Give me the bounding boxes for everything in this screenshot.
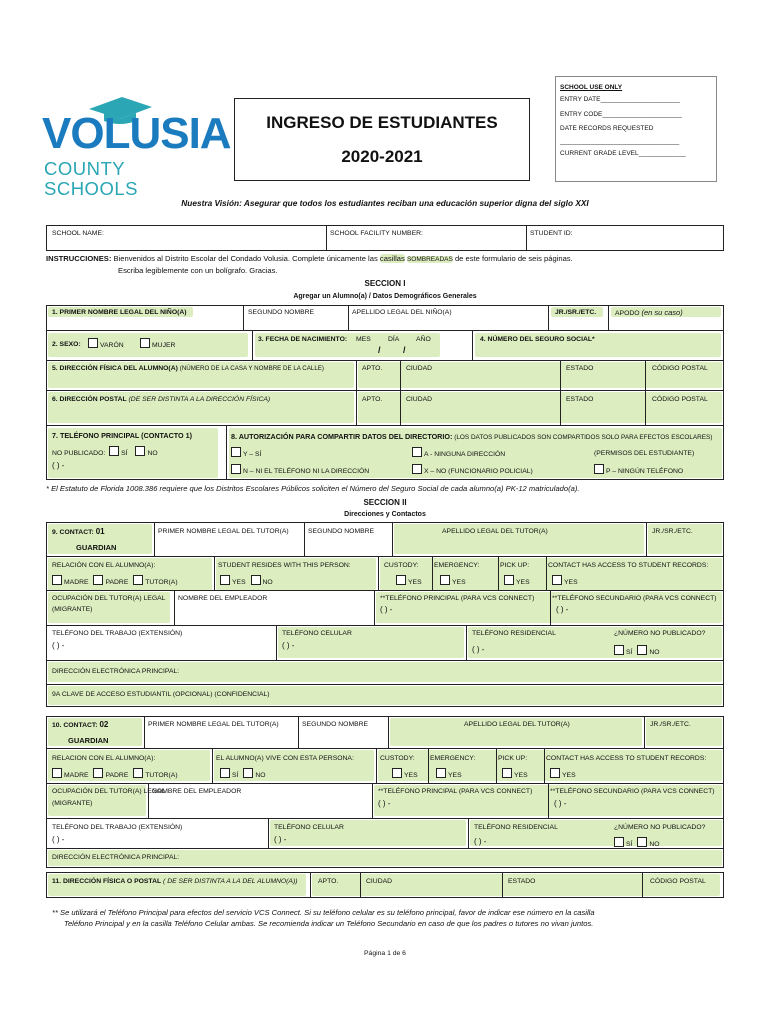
contact2-emergency-label: EMERGENCY: xyxy=(430,755,476,762)
zip-label: CÓDIGO POSTAL xyxy=(652,365,708,372)
contact2-resides-options[interactable]: SÍ NO xyxy=(220,768,266,780)
item11-zip-label: CÓDIGO POSTAL xyxy=(650,878,706,885)
school-use-heading: SCHOOL USE ONLY xyxy=(560,84,623,91)
dob-day-label: DÍA xyxy=(388,336,400,343)
child-middle-name-label: SEGUNDO NOMBRE xyxy=(248,309,315,316)
contact1-pickup-label: PICK UP: xyxy=(500,562,530,569)
contact1-second-phone-label: **TELÉFONO SECUNDARIO (PARA VCS CONNECT) xyxy=(552,595,717,602)
contact2-work-phone-blank[interactable]: ( ) - xyxy=(52,835,65,844)
contact2-custody-label: CUSTODY: xyxy=(380,755,415,762)
instructions: INSTRUCCIONES: Bienvenidos al Distrito Escolar del Condado Volusia. Complete únicamente las casillas SOMBREADAS de este formulario de seis páginas. xyxy=(46,254,573,263)
mailing-city-label: CIUDAD xyxy=(406,396,433,403)
contact2-unlisted-options[interactable]: SÍ NO xyxy=(614,837,660,849)
auth-perm-note: (PERMISOS DEL ESTUDIANTE) xyxy=(594,450,695,457)
school-year: 2020-2021 xyxy=(341,147,423,166)
page-title: INGRESO DE ESTUDIANTES xyxy=(266,113,498,132)
contact2-occupation-label: OCUPACIÓN DEL TUTOR(A) LEGAL xyxy=(52,788,166,795)
contact2-main-phone-blank[interactable]: ( ) - xyxy=(378,799,391,808)
state-label: ESTADO xyxy=(566,365,594,372)
mailing-apt-label: APTO. xyxy=(362,396,383,403)
child-last-name-label: APELLIDO LEGAL DEL NIÑO(A) xyxy=(352,309,452,316)
auth-option-x[interactable]: X – NO (FUNCIONARIO POLICIAL) xyxy=(412,464,533,476)
ssn-footnote: * El Estatuto de Florida 1008.386 requiere que los Distritos Escolares Públicos soliciten el Número del Seguro Social de cada alumno(a) PK-12 matriculado(a). xyxy=(46,484,580,493)
mailing-label: 6. DIRECCIÓN POSTAL (DE SER DISTINTA A LA DIRECCIÓN FÍSICA) xyxy=(52,396,271,403)
contact1-work-phone-label: TELÉFONO DEL TRABAJO (EXTENSIÓN) xyxy=(52,630,183,637)
contact1-access-key-label: 9A CLAVE DE ACCESO ESTUDIANTIL (OPCIONAL) (CONFIDENCIAL) xyxy=(52,691,270,698)
contact2-main-phone-label: **TELÉFONO PRINCIPAL (PARA VCS CONNECT) xyxy=(378,788,533,795)
contact1-first-name-label: PRIMER NOMBRE LEGAL DEL TUTOR(A) xyxy=(158,528,289,535)
logo-sub-text: COUNTY SCHOOLS xyxy=(44,158,138,199)
auth-label: 8. AUTORIZACIÓN PARA COMPARTIR DATOS DEL DIRECTORIO: (LOS DATOS PUBLICADOS SON COMPARTIDOS SOLO PARA EFECTOS ESCOLARES) xyxy=(231,432,713,441)
auth-option-p[interactable]: P – NINGÚN TELÉFONO xyxy=(594,464,683,476)
contact2-custody-yes[interactable]: YES xyxy=(392,768,418,780)
facility-number-label: SCHOOL FACILITY NUMBER: xyxy=(330,230,423,237)
nickname-label: APODO (en su caso) xyxy=(615,308,683,317)
mailing-zip-label: CÓDIGO POSTAL xyxy=(652,396,708,403)
student-id-label: STUDENT ID: xyxy=(530,230,573,237)
contact1-custody-yes[interactable]: YES xyxy=(396,575,422,587)
mailing-state-label: ESTADO xyxy=(566,396,594,403)
contact1-occupation-label: OCUPACIÓN DEL TUTOR(A) LEGAL xyxy=(52,595,166,602)
records-requested-label: DATE RECORDS REQUESTED xyxy=(560,125,654,132)
contact1-access-label: CONTACT HAS ACCESS TO STUDENT RECORDS: xyxy=(548,562,709,569)
contact1-cell-phone-label: TELÉFONO CELULAR xyxy=(282,630,352,637)
contact1-email-label: DIRECCIÓN ELECTRÓNICA PRINCIPAL: xyxy=(52,668,180,675)
entry-date-label: ENTRY DATE______________________ xyxy=(560,96,680,103)
dob-label: 3. FECHA DE NACIMIENTO: xyxy=(258,336,348,343)
footer-note-line2: Teléfono Principal y en la casilla Teléfono Celular ambas. Se recomienda indicar un Teléfono Secundario en caso de que los padres o tutores no vivan juntos. xyxy=(64,919,594,928)
contact2-suffix-label: JR./SR./ETC. xyxy=(650,721,691,728)
school-use-box xyxy=(555,76,717,182)
contact2-cell-phone-blank[interactable]: ( ) - xyxy=(274,835,287,844)
district-logo xyxy=(42,95,231,199)
contact2-second-phone-label: **TELÉFONO SECUNDARIO (PARA VCS CONNECT) xyxy=(550,788,715,795)
phone-label: 7. TELÉFONO PRINCIPAL (CONTACTO 1) xyxy=(52,431,193,440)
apt-label: APTO. xyxy=(362,365,383,372)
contact1-relation-options[interactable]: MADRE PADRE TUTOR(A) xyxy=(52,575,178,587)
item11-state-label: ESTADO xyxy=(508,878,536,885)
records-line: _________________________________ xyxy=(560,138,680,145)
contact2-unlisted-question: ¿NÚMERO NO PUBLICADO? xyxy=(614,824,706,831)
contact1-access-yes[interactable]: YES xyxy=(552,575,578,587)
unlisted-row[interactable]: NO PUBLICADO: SÍ NO xyxy=(52,446,158,458)
contact1-home-phone-blank[interactable]: ( ) - xyxy=(472,645,485,654)
contact1-work-phone-blank[interactable]: ( ) - xyxy=(52,641,65,650)
contact1-emergency-yes[interactable]: YES xyxy=(440,575,466,587)
item11-city-label: CIUDAD xyxy=(366,878,393,885)
contact1-emergency-label: EMERGENCY: xyxy=(434,562,480,569)
city-label: CIUDAD xyxy=(406,365,433,372)
contact2-home-phone-blank[interactable]: ( ) - xyxy=(474,837,487,846)
current-grade-label: CURRENT GRADE LEVEL_____________ xyxy=(560,150,686,157)
auth-option-n[interactable]: N – NI EL TELÉFONO NI LA DIRECCIÓN xyxy=(231,464,369,476)
sex-male-checkbox[interactable]: VARÓN xyxy=(88,338,124,350)
child-suffix-label: JR./SR./ETC. xyxy=(555,309,597,316)
auth-option-a[interactable]: A - NINGUNA DIRECCIÓN xyxy=(412,447,505,459)
contact2-home-phone-label: TELÉFONO RESIDENCIAL xyxy=(474,824,558,831)
item11-apt-label: APTO. xyxy=(318,878,339,885)
contact2-role: GUARDIAN xyxy=(68,736,109,745)
item11-label: 11. DIRECCIÓN FÍSICA O POSTAL ( DE SER DISTINTA A LA DEL ALUMNO(A)) xyxy=(52,878,298,885)
contact2-resides-label: EL ALUMNO(A) VIVE CON ESTA PERSONA: xyxy=(216,755,354,762)
school-name-label: SCHOOL NAME: xyxy=(52,230,104,237)
section1-title: SECCION I xyxy=(364,279,406,288)
vision-statement: Nuestra Visión: Asegurar que todos los estudiantes reciban una educación superior digna del siglo XXI xyxy=(181,198,589,208)
contact2-pickup-yes[interactable]: YES xyxy=(502,768,528,780)
contact2-access-yes[interactable]: YES xyxy=(550,768,576,780)
contact1-custody-label: CUSTODY: xyxy=(384,562,419,569)
contact1-last-name-label: APELLIDO LEGAL DEL TUTOR(A) xyxy=(442,528,548,535)
section2-subtitle: Direcciones y Contactos xyxy=(344,511,426,518)
contact2-work-phone-label: TELÉFONO DEL TRABAJO (EXTENSIÓN) xyxy=(52,824,183,831)
ssn-label: 4. NÚMERO DEL SEGURO SOCIAL* xyxy=(480,336,595,343)
phone-blank[interactable]: ( ) - xyxy=(52,461,65,470)
contact2-pickup-label: PICK UP: xyxy=(498,755,528,762)
contact2-last-name-label: APELLIDO LEGAL DEL TUTOR(A) xyxy=(464,721,570,728)
contact1-role: GUARDIAN xyxy=(76,543,117,552)
contact2-emergency-yes[interactable]: YES xyxy=(436,768,462,780)
dob-month-label: MES xyxy=(356,336,371,343)
contact2-cell-phone-label: TELÉFONO CELULAR xyxy=(274,824,344,831)
contact2-second-phone-blank[interactable]: ( ) - xyxy=(554,799,567,808)
footer-note-line1: ** Se utilizará el Teléfono Principal para efectos del servicio VCS Connect. Si su teléfono celular es su teléfono principal, favor de indicar ese número en la casilla xyxy=(52,908,595,917)
instructions-line2: Escriba legiblemente con un bolígrafo. Gracias. xyxy=(118,266,278,275)
child-first-name-field[interactable] xyxy=(48,318,241,328)
contact1-main-phone-label: **TELÉFONO PRINCIPAL (PARA VCS CONNECT) xyxy=(380,595,535,602)
address-label: 5. DIRECCIÓN FÍSICA DEL ALUMNO(A) (NÚMERO DE LA CASA Y NOMBRE DE LA CALLE) xyxy=(52,365,324,372)
auth-option-y[interactable]: Y – SÍ xyxy=(231,447,261,459)
contact1-unlisted-question: ¿NÚMERO NO PUBLICADO? xyxy=(614,630,706,637)
entry-code-label: ENTRY CODE______________________ xyxy=(560,111,682,118)
contact2-middle-name-label: SEGUNDO NOMBRE xyxy=(302,721,369,728)
contact2-migrant-label: (MIGRANTE) xyxy=(52,800,93,807)
contact1-employer-label: NOMBRE DEL EMPLEADOR xyxy=(178,595,268,602)
contact1-relation-label: RELACIÓN CON EL ALUMNO(A): xyxy=(52,562,156,569)
title-box xyxy=(234,98,530,181)
contact1-main-phone-blank[interactable]: ( ) - xyxy=(380,605,393,614)
contact1-cell-phone-blank[interactable]: ( ) - xyxy=(282,641,295,650)
contact1-resides-label: STUDENT RESIDES WITH THIS PERSON: xyxy=(218,562,351,569)
logo-main-text: VOLUSIA xyxy=(42,109,231,158)
page-number: Página 1 de 6 xyxy=(364,950,406,957)
contact2-email-label: DIRECCIÓN ELECTRÓNICA PRINCIPAL: xyxy=(52,854,180,861)
contact1-suffix-label: JR./SR./ETC. xyxy=(652,528,693,535)
sex-female-checkbox[interactable]: MUJER xyxy=(140,338,175,350)
contact2-label: 10. CONTACT: 02 xyxy=(52,720,109,729)
dob-year-label: AÑO xyxy=(416,336,431,343)
contact2-employer-label: NOMBRE DEL EMPLEADOR xyxy=(152,788,242,795)
child-first-name-label: 1. PRIMER NOMBRE LEGAL DEL NIÑO(A) xyxy=(52,309,187,316)
contact2-relation-label: RELACION CON EL ALUMNO(A): xyxy=(52,755,156,762)
contact2-relation-options[interactable]: MADRE PADRE TUTOR(A) xyxy=(52,768,178,780)
section2-title: SECCION II xyxy=(363,498,407,507)
contact1-migrant-label: (MIGRANTE) xyxy=(52,606,93,613)
contact1-pickup-yes[interactable]: YES xyxy=(504,575,530,587)
contact1-second-phone-blank[interactable]: ( ) - xyxy=(556,605,569,614)
contact2-access-label: CONTACT HAS ACCESS TO STUDENT RECORDS: xyxy=(546,755,707,762)
section1-subtitle: Agregar un Alumno(a) / Datos Demográficos Generales xyxy=(293,293,477,300)
contact2-first-name-label: PRIMER NOMBRE LEGAL DEL TUTOR(A) xyxy=(148,721,279,728)
contact1-label: 9. CONTACT: 01 xyxy=(52,527,105,536)
dob-separators[interactable]: / / xyxy=(378,345,406,355)
contact1-middle-name-label: SEGUNDO NOMBRE xyxy=(308,528,375,535)
contact1-home-phone-label: TELÉFONO RESIDENCIAL xyxy=(472,630,556,637)
contact1-resides-options[interactable]: YES NO xyxy=(220,575,273,587)
sex-label: 2. SEXO: xyxy=(52,341,81,348)
contact1-unlisted-options[interactable]: SÍ NO xyxy=(614,645,660,657)
